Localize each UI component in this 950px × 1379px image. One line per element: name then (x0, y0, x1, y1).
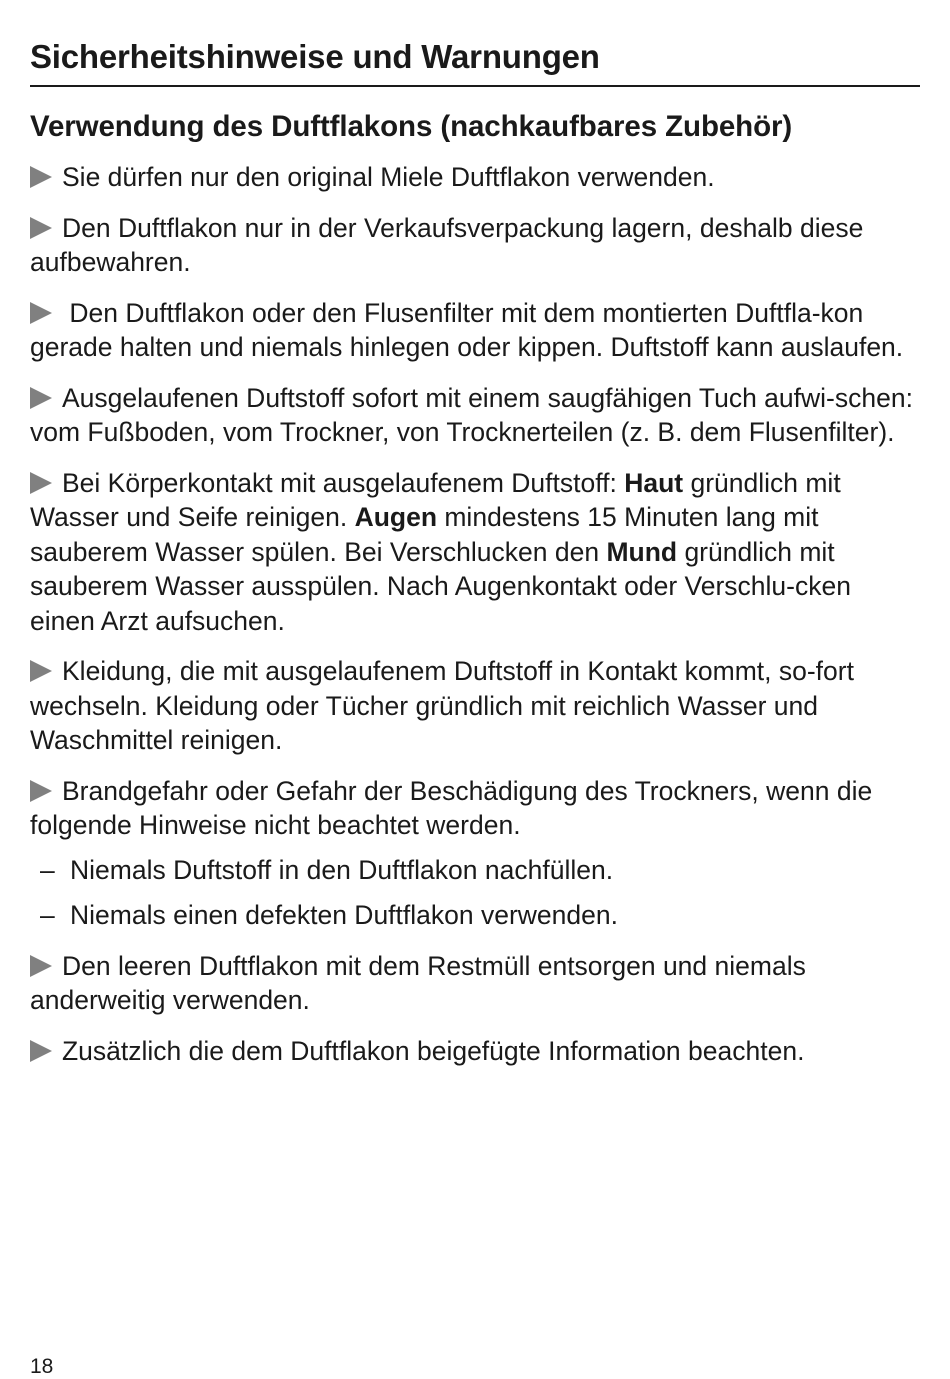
sub-item (30, 853, 920, 888)
warning-text: Zusätzlich die dem Duftflakon beigefügte Information beachten. (62, 1035, 805, 1066)
sub-item-text: Niemals Duftstoff in den Duftflakon nachfüllen. (70, 854, 614, 885)
dash-bullet: – (40, 854, 55, 885)
warning-item (30, 774, 920, 843)
emphasis-mouth: Mund (606, 536, 678, 567)
dash-bullet: – (40, 900, 55, 930)
page-title: Sicherheitshinweise und Warnungen (30, 38, 600, 75)
warning-text: Sie dürfen nur den original Miele Duftflakon verwenden. (62, 162, 715, 192)
triangle-right-icon (30, 1040, 52, 1062)
warning-text: Den leeren Duftflakon mit dem Restmüll entsorgen und niemals anderweitig verwenden. (30, 950, 806, 1015)
title-divider (30, 85, 920, 87)
emphasis-skin: Haut (624, 467, 684, 498)
section-title: Verwendung des Duftflakons (nachkaufbares Zubehör) (30, 110, 793, 143)
warning-item (30, 160, 920, 195)
warning-text: Ausgelaufenen Duftstoff sofort mit einem saugfähigen Tuch aufwi-schen: vom Fußboden, vom Trockner, von Trocknerteilen (z. B. dem Flusenfilter). (30, 382, 913, 447)
triangle-right-icon (30, 955, 52, 977)
warning-text: Den Duftflakon oder den Flusenfilter mit dem montierten Duftfla-kon gerade halten und niemals hinlegen oder kippen. Duftstoff kann auslaufen. (30, 297, 904, 362)
page-number: 18 (30, 1355, 54, 1378)
warning-item (30, 949, 920, 1018)
warning-item (30, 1034, 920, 1069)
triangle-right-icon (30, 780, 52, 802)
warning-text: Brandgefahr oder Gefahr der Beschädigung des Trockners, wenn die folgende Hinweise nicht beachtet werden. (30, 775, 873, 840)
warning-item (30, 211, 920, 280)
warning-text: mindestens 15 Minuten lang mit sauberem Wasser spülen. Bei Verschlucken den (30, 502, 819, 567)
warning-item (30, 296, 920, 365)
emphasis-eyes: Augen (354, 502, 437, 532)
triangle-right-icon (30, 166, 52, 188)
warning-text: Bei Körperkontakt mit ausgelaufenem Duftstoff: (62, 467, 625, 498)
triangle-right-icon (30, 302, 52, 324)
warning-text: gründlich mit Wasser und Seife reinigen. (30, 467, 841, 532)
warning-text: Den Duftflakon nur in der Verkaufsverpackung lagern, deshalb diese aufbewahren. (30, 212, 864, 277)
triangle-right-icon (30, 387, 52, 409)
warning-item-contact (30, 466, 920, 639)
warning-item (30, 654, 920, 758)
warning-item (30, 381, 920, 450)
warning-text: Kleidung, die mit ausgelaufenem Duftstoff in Kontakt kommt, so-fort wechseln. Kleidung oder Tücher gründlich mit reichlich Wasser und Waschmittel reinigen. (30, 656, 854, 755)
warning-list (30, 160, 920, 1084)
warning-text: gründlich mit sauberem Wasser ausspülen. Nach Augenkontakt oder Verschlu-cken einen Arzt aufsuchen. (30, 536, 851, 636)
sub-item (30, 898, 920, 933)
sub-item-text: Niemals einen defekten Duftflakon verwenden. (70, 900, 618, 930)
triangle-right-icon (30, 472, 52, 494)
triangle-right-icon (30, 217, 52, 239)
triangle-right-icon (30, 660, 52, 682)
